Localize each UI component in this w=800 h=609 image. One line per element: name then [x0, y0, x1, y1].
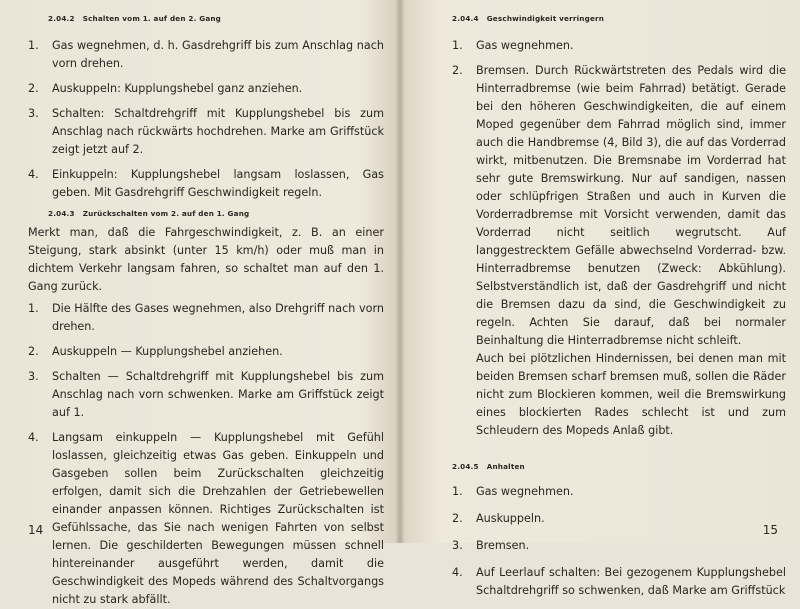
step-text: Auskuppeln. — [476, 512, 545, 525]
page-number: 15 — [762, 523, 778, 537]
list-item — [452, 537, 786, 555]
step-number: 3. — [452, 539, 463, 552]
step-number: 1. — [28, 302, 39, 315]
section-heading-2-04-4 — [452, 14, 786, 23]
step-list-shifting-up — [28, 37, 384, 202]
step-text: Schalten: Schaltdrehgriff mit Kupplungshebel bis zum Anschlag nach rückwärts hochdrehen. Marke am Griffstück zeigt jetzt auf 2. — [52, 107, 384, 156]
step-number: 4. — [28, 431, 39, 444]
step-text: Langsam einkuppeln — Kupplungshebel mit Gefühl loslassen, gleichzeitig etwas Gas geben. Einkuppeln und Gasgeben sollen beim Zurückschalten gleichzeitig erfolgen, damit sich die Drehzahlen der Getriebewellen einander anpassen können. Richtiges Zurückschalten ist Gefühlssache, das Sie nach wenigen Fahrten von selbst lernen. Die geschilderten Bewegungen müssen schnell hintereinander ausgeführt werden, damit die Geschwindigkeit des Mopeds während des Schaltvorgangs nicht zu stark abfällt. — [52, 431, 384, 606]
step-number: 4. — [28, 168, 39, 181]
step-number: 1. — [452, 39, 463, 52]
step-number: 2. — [452, 64, 463, 77]
section-number: 2.04.2 — [48, 14, 75, 23]
section-title: Zurückschalten vom 2. auf den 1. Gang — [82, 209, 250, 218]
list-item — [452, 483, 786, 501]
step-number: 2. — [28, 82, 39, 95]
step-number: 4. — [452, 566, 463, 579]
step-text: Schalten — Schaltdrehgriff mit Kupplungshebel bis zum Anschlag nach vorn schwenken. Marke am Griffstück zeigt auf 1. — [52, 370, 384, 419]
list-item — [452, 62, 786, 350]
step-text: Bremsen. — [476, 539, 530, 552]
step-text: Gas wegnehmen, d. h. Gasdrehgriff bis zum Anschlag nach vorn drehen. — [52, 39, 384, 70]
step-text: Die Hälfte des Gases wegnehmen, also Drehgriff nach vorn drehen. — [52, 302, 384, 333]
step-list-stopping — [452, 483, 786, 600]
section-title: Schalten vom 1. auf den 2. Gang — [82, 14, 222, 23]
section-title: Anhalten — [486, 462, 525, 471]
step-text: Auf Leerlauf schalten: Bei gezogenem Kupplungshebel Schaltdrehgriff so schwenken, daß Marke am Griffstück — [476, 566, 786, 597]
step-text: Auskuppeln — Kupplungshebel anziehen. — [52, 345, 283, 358]
step-number: 1. — [452, 485, 463, 498]
list-item — [28, 368, 384, 422]
step-number: 3. — [28, 107, 39, 120]
step-list-slowing-down — [452, 37, 786, 350]
list-item — [28, 80, 384, 98]
section-number: 2.04.4 — [452, 14, 479, 23]
step-text: Bremsen. Durch Rückwärtstreten des Pedals wird die Hinterradbremse (wie beim Fahrrad) betätigt. Gerade bei den höheren Geschwindigkeiten, die auf einem Moped gegenüber dem Fahrrad möglich sind, immer auch die Handbremse (4, Bild 3), die auf das Vorderrad wirkt, mitbenutzen. Die Bremsnabe im Vorderrad hat sehr gute Bremswirkung. Nur auf sandigen, nassen oder schlüpfrigen Straßen und auch in Kurven die Vorderradbremse mit Vorsicht verwenden, damit das Vorderrad nicht seitlich wegrutscht. Auf langgestrecktem Gefälle abwechselnd Vorderrad- bzw. Hinterradbremse benutzen (Zweck: Abkühlung). Selbstverständlich ist, daß der Gasdrehgriff und nicht die Bremsen dazu da sind, die Geschwindigkeit zu regeln. Achten Sie darauf, daß bei normaler Beinhaltung die Hinterradbremse nicht schleift. — [476, 64, 786, 347]
page-number: 14 — [28, 523, 44, 537]
section-heading-2-04-5 — [452, 462, 786, 471]
step-number: 1. — [28, 39, 39, 52]
list-item — [28, 343, 384, 361]
section-heading-2-04-3 — [48, 209, 384, 218]
list-item — [452, 37, 786, 55]
step-text: Auskuppeln: Kupplungshebel ganz anziehen. — [52, 82, 303, 95]
section-heading-2-04-2 — [48, 14, 384, 23]
step-text: Gas wegnehmen. — [476, 485, 574, 498]
step-text: Gas wegnehmen. — [476, 39, 574, 52]
list-item — [28, 429, 384, 609]
list-item — [28, 300, 384, 336]
section-number: 2.04.3 — [48, 209, 75, 218]
left-page — [0, 0, 400, 606]
step-list-shifting-down — [28, 300, 384, 609]
right-page — [402, 0, 800, 597]
list-item — [452, 510, 786, 528]
list-item — [28, 166, 384, 202]
sudden-obstacles-paragraph: Auch bei plötzlichen Hindernissen, bei denen man mit beiden Bremsen scharf bremsen muß, sollen die Räder nicht zum Blockieren kommen, weil die Bremswirkung eines blockierten Rades schlecht ist und zum Schleudern des Mopeds Anlaß gibt. — [476, 352, 786, 437]
step-number: 2. — [28, 345, 39, 358]
step-text: Einkuppeln: Kupplungshebel langsam loslassen, Gas geben. Mit Gasdrehgriff Geschwindigkeit regeln. — [52, 168, 384, 199]
section-number: 2.04.5 — [452, 462, 479, 471]
section-title: Geschwindigkeit verringern — [486, 14, 605, 23]
list-item — [452, 564, 786, 600]
list-item — [28, 105, 384, 159]
step-number: 3. — [28, 370, 39, 383]
intro-paragraph: Merkt man, daß die Fahrgeschwindigkeit, z. B. an einer Steigung, stark absinkt (unter 15 km/h) oder muß man in dichtem Verkehr langsam fahren, so schaltet man auf den 1. Gang zurück. — [28, 226, 384, 293]
list-item — [28, 37, 384, 73]
step-number: 2. — [452, 512, 463, 525]
